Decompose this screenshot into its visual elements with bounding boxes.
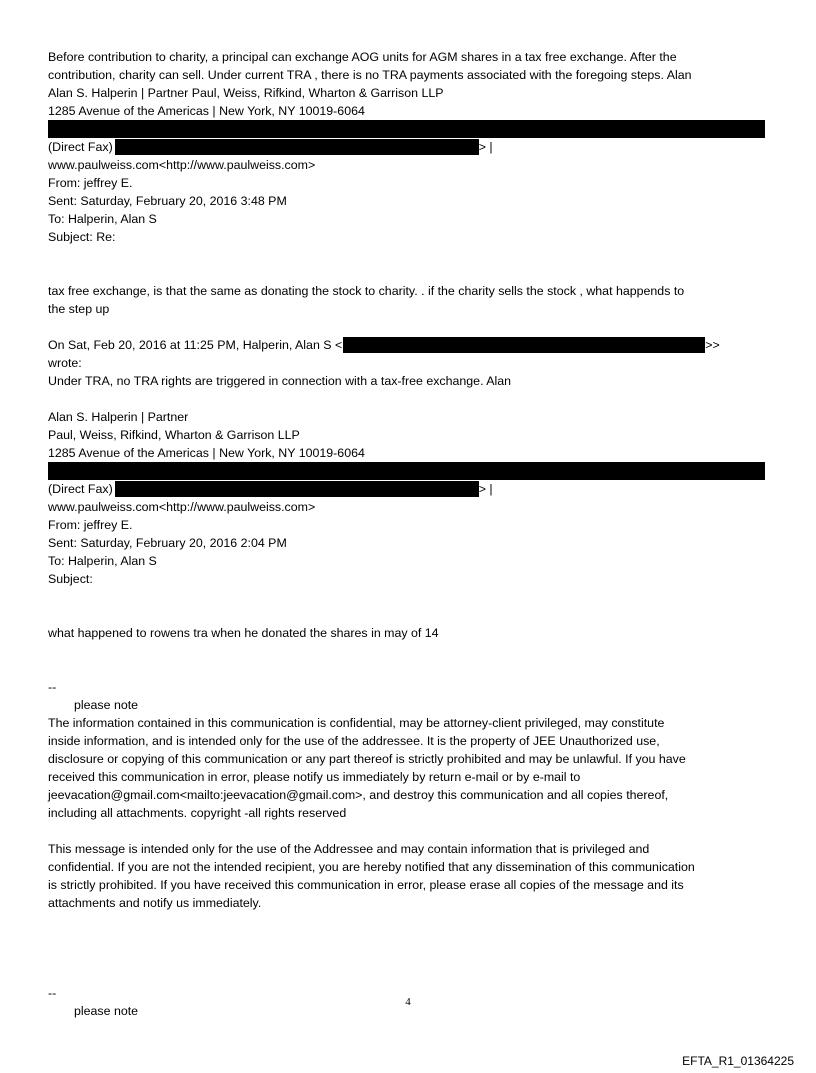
body-line: Under TRA, no TRA rights are triggered in connection with a tax-free exchange. Alan	[48, 374, 512, 388]
from-header: From: jeffrey E.	[48, 518, 133, 532]
confidentiality-line: received this communication in error, please notify us immediately by return e-mail or by e-mail to	[48, 770, 581, 784]
redaction-bar	[115, 481, 479, 497]
subject-header: Subject: Re:	[48, 230, 116, 244]
redaction-bar	[343, 337, 705, 353]
confidentiality-line: The information contained in this communication is confidential, may be attorney-client privileged, may constitute	[48, 716, 665, 730]
wrote-line: wrote:	[48, 356, 82, 370]
to-header: To: Halperin, Alan S	[48, 554, 157, 568]
sent-header: Sent: Saturday, February 20, 2016 2:04 PM	[48, 536, 287, 550]
disclaimer-line: attachments and notify us immediately.	[48, 896, 262, 910]
disclaimer-line: This message is intended only for the use of the Addressee and may contain information that is privileged and	[48, 842, 650, 856]
signature-firm: Paul, Weiss, Rifkind, Wharton & Garrison LLP	[48, 428, 300, 442]
attribution-tail: >>	[705, 338, 720, 352]
confidentiality-line: disclosure or copying of this communication or any part thereof is strictly prohibited and may be unlawful. If you have	[48, 752, 686, 766]
fax-label: (Direct Fax)	[48, 140, 113, 154]
separator-dashes: --	[48, 680, 57, 694]
address-line: 1285 Avenue of the Americas | New York, NY 10019-6064	[48, 446, 365, 460]
please-note: please note	[74, 1004, 139, 1018]
body-line: what happened to rowens tra when he donated the shares in may of 14	[48, 626, 439, 640]
website-link[interactable]: www.paulweiss.com<http://www.paulweiss.com>	[48, 500, 316, 514]
fax-line	[48, 480, 778, 498]
fax-tail: > |	[478, 140, 493, 154]
redaction-bar	[115, 139, 479, 155]
page-number: 4	[405, 996, 411, 1008]
address-line: 1285 Avenue of the Americas | New York, NY 10019-6064	[48, 104, 365, 118]
please-note: please note	[74, 698, 139, 712]
confidentiality-line: including all attachments. copyright -all rights reserved	[48, 806, 347, 820]
disclaimer-line: is strictly prohibited. If you have received this communication in error, please erase all copies of the message and its	[48, 878, 684, 892]
attribution-text: On Sat, Feb 20, 2016 at 11:25 PM, Halperin, Alan S <	[48, 338, 343, 352]
body-line: tax free exchange, is that the same as donating the stock to charity. . if the charity sells the stock , what happends to	[48, 284, 685, 298]
body-line: the step up	[48, 302, 110, 316]
disclaimer-line: confidential. If you are not the intended recipient, you are hereby notified that any dissemination of this communication	[48, 860, 695, 874]
sent-header: Sent: Saturday, February 20, 2016 3:48 PM	[48, 194, 287, 208]
fax-line	[48, 138, 778, 156]
email-document	[48, 48, 778, 1020]
website-link[interactable]: www.paulweiss.com<http://www.paulweiss.com>	[48, 158, 316, 172]
body-line: Before contribution to charity, a principal can exchange AOG units for AGM shares in a tax free exchange. After the	[48, 50, 677, 64]
signature-line: Alan S. Halperin | Partner Paul, Weiss, Rifkind, Wharton & Garrison LLP	[48, 86, 444, 100]
document-id: EFTA_R1_01364225	[682, 1054, 794, 1068]
redaction-bar	[48, 462, 765, 480]
subject-header: Subject:	[48, 572, 93, 586]
signature-name: Alan S. Halperin | Partner	[48, 410, 189, 424]
confidentiality-line: jeevacation@gmail.com<mailto:jeevacation@gmail.com>, and destroy this communication and all copies thereof,	[48, 788, 669, 802]
quote-attribution	[48, 336, 778, 354]
separator-dashes: --	[48, 986, 57, 1000]
fax-tail: > |	[478, 482, 493, 496]
body-line: contribution, charity can sell. Under current TRA , there is no TRA payments associated with the foregoing steps. Alan	[48, 68, 692, 82]
from-header: From: jeffrey E.	[48, 176, 133, 190]
confidentiality-line: inside information, and is intended only for the use of the addressee. It is the property of JEE Unauthorized use,	[48, 734, 660, 748]
fax-label: (Direct Fax)	[48, 482, 113, 496]
to-header: To: Halperin, Alan S	[48, 212, 157, 226]
redaction-bar	[48, 120, 765, 138]
